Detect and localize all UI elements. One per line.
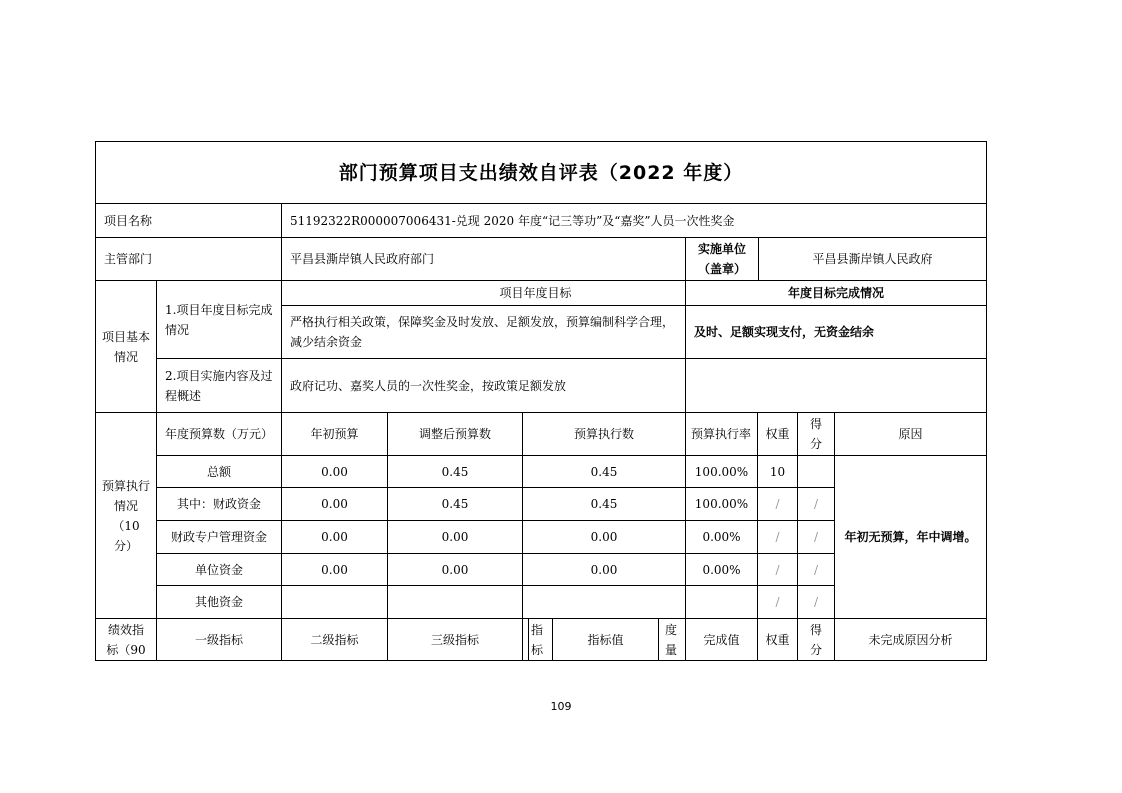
budget-rate: 100.00% [694, 497, 749, 511]
budget-reason: 年初无预算，年中调增。 [844, 530, 977, 544]
budget-header: 得分 [809, 417, 822, 451]
budget-score: / [813, 497, 819, 511]
grid-line [685, 237, 686, 280]
perf-header: 指标值 [587, 632, 624, 647]
budget-score: / [813, 562, 819, 577]
perf-section-label: 绩效指标（90 [106, 622, 146, 657]
grid-line [528, 618, 529, 660]
budget-header: 调整后预算数 [418, 427, 491, 441]
budget-row-name: 财政专户管理资金 [170, 530, 267, 544]
budget-adjusted: 0.00 [441, 530, 469, 544]
budget-header: 权重 [765, 427, 790, 441]
budget-score [798, 456, 834, 487]
budget-executed: 0.00 [590, 562, 618, 577]
budget-executed: 0.45 [590, 497, 618, 511]
budget-rate: 0.00% [702, 562, 741, 577]
budget-initial [282, 586, 387, 618]
page-title: 部门预算项目支出绩效自评表（2022 年度） [338, 161, 744, 184]
perf-header: 权重 [765, 632, 790, 647]
perf-header: 得分 [809, 622, 822, 657]
budget-header: 原因 [898, 427, 923, 441]
perf-header: 三级指标 [430, 632, 479, 647]
budget-executed: 0.00 [590, 530, 618, 544]
goal-completion-label: 1.项目年度目标完成情况 [165, 302, 273, 337]
target-column-header: 项目年度目标 [499, 286, 572, 300]
budget-rate: 100.00% [694, 464, 749, 479]
budget-header: 预算执行率 [690, 427, 751, 441]
basic-section-label: 项目基本情况 [101, 329, 150, 364]
project-name-value: 51192322R000007006431-兑现 2020 年度“记三等功”及“嘉奖”人员一次性奖金 [290, 213, 735, 228]
budget-weight: / [775, 562, 780, 577]
budget-header: 年初预算 [310, 427, 359, 441]
perf-header: 度量 [664, 622, 677, 657]
budget-initial: 0.00 [321, 562, 348, 577]
budget-executed [523, 586, 685, 618]
budget-initial: 0.00 [321, 530, 348, 544]
budget-score: / [813, 595, 819, 609]
budget-adjusted [388, 586, 522, 618]
department-value: 平昌县澌岸镇人民政府部门 [290, 252, 435, 266]
budget-row-name: 单位资金 [194, 562, 243, 577]
budget-row-name: 总额 [206, 464, 231, 479]
annual-target-text: 严格执行相关政策，保障奖金及时发放、足额发放，预算编制科学合理，减少结余资金 [290, 315, 675, 349]
budget-adjusted: 0.00 [441, 562, 469, 577]
budget-weight: / [775, 497, 780, 511]
budget-score: / [813, 530, 819, 544]
budget-row-name: 其他资金 [194, 595, 243, 609]
grid-line [658, 618, 659, 660]
budget-header: 年度预算数（万元） [164, 427, 273, 441]
project-name-label: 项目名称 [104, 213, 153, 228]
budget-adjusted: 0.45 [441, 497, 469, 511]
budget-section-label: 预算执行情况（10 分） [102, 478, 151, 553]
perf-header: 一级指标 [194, 632, 243, 647]
perf-header: 完成值 [703, 632, 740, 647]
budget-adjusted: 0.45 [441, 464, 469, 479]
budget-executed: 0.45 [590, 464, 618, 479]
perf-header: 未完成原因分析 [868, 632, 953, 647]
perf-header: 指标 [530, 622, 543, 657]
perf-header: 二级指标 [310, 632, 359, 647]
implementation-content: 政府记功、嘉奖人员的一次性奖金，按政策足额发放 [290, 378, 567, 393]
budget-initial: 0.00 [321, 497, 348, 511]
implementation-label: 2.项目实施内容及过程概述 [165, 368, 273, 403]
budget-rate: 0.00% [702, 530, 741, 544]
department-label: 主管部门 [104, 252, 153, 266]
budget-weight: / [775, 530, 780, 544]
evaluation-table [95, 141, 987, 661]
budget-rate [686, 586, 757, 618]
impl-unit-label: 实施单位（盖章） [697, 242, 746, 276]
budget-weight: / [775, 595, 780, 609]
page-number: 109 [550, 700, 572, 713]
budget-initial: 0.00 [321, 464, 348, 479]
budget-row-name: 其中：财政资金 [176, 497, 261, 511]
budget-weight: 10 [769, 464, 786, 479]
impl-unit-value: 平昌县澌岸镇人民政府 [812, 252, 933, 266]
completion-status-text: 及时、足额实现支付，无资金结余 [694, 325, 875, 339]
completion-column-header: 年度目标完成情况 [787, 286, 884, 300]
budget-header: 预算执行数 [573, 427, 634, 441]
